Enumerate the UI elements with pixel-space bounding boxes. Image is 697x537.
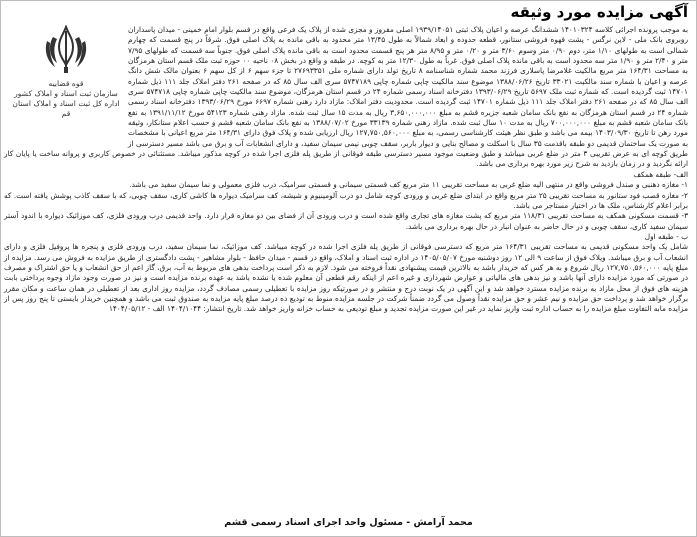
- org-line-2: سازمان ثبت اسناد و املاک کشور: [14, 89, 118, 98]
- paragraph-terms: شامل یک واحد مسکونی قدیمی به مساحت تقریبی ۱۶۴/۳۱ متر مربع که دسترسی فوقانی از طریق پله فلزی اجرا شده در کوچه میباشد. کف موزائیک، نما سیمان سفید، درب ورودی فلزی و پنجره ها پروفیل فلزی و دارای انشعاب آب و برق میباشد. ویلاک فوق از ساعت ۹ الی ۱۲ روز دوشنبه مورخ ۱۴۰۵/۰۵/۰۷ در اداره ثبت اسناد و املاک، واقع در قسم - میدان حافظ - بلوار مشاهیر - پشت دادگستری از طریق مزایده به فروش می رسد. مزایده از مبلغ پایه ۱۲۷,۷۵۰,۵۶۰,۰۰۰ ریال شروع و به هر کس که خریدار باشد به بالاترین قیمت پیشنهادی نقداً فروخته می شود. لازم به ذکر است پرداخت بدهی های مربوط به آب، برق، گاز اعم از حق انشعاب و یا حق اشتراک و مصرف در صورتی که مورد مزایده دارای آنها باشد و نیز بدهی های مالیاتی و عوارض شهرداری و غیره اعم از اینکه رقم قطعی آن معلوم شده یا نشده باشد به عهده برنده مزایده است و نیز در صورت وجود مازاد وجوه پرداختی بابت هزینه های فوق از محل مازاد به برنده مزایده مسترد خواهد شد و این آگهی در یک نوبت درج و منتشر و در صورتیکه روز مزایده با تعطیلی رسمی مصادف گردد، مزایده روز اداری بعد از تعطیلی در همان ساعت و مکان مقرر برگزار خواهد شد و پرداخت حق مزایده و نیم عشر و حق مزایده نقداً وصول می گردد ضمناً شرکت در جلسه مزایده منوط به تودیع ده درصد مبلغ پایه مزایده به صندوق ثبت می باشد و همچنین خریدار بایستی تا پنج روز پس از مزایده مابه التفاوت مبلغ مزایده را به حساب اداره ثبت واریز نماید در غیر این صورت مزایده تجدید و مبلغ تودیعی به حساب خزانه واریز خواهد شد. تاریخ انتشار: ۱۴۰۴/۱۰۴۴ الف - ۱۴۰۴/۰۵/۱۲: [4, 242, 688, 314]
- item-shop-1: ۱- مغازه دهنبی و صندل فروشی واقع در منتهی الیه ضلع غربی به مساحت تقریبی ۱۱ متر مربع کف قسمتی سیمانی و قسمتی سرامیک، درب فلزی معمولی و نما سیمان سفید می باشد.: [129, 180, 688, 190]
- notice-title: آگهی مزایده مورد وثیقه: [510, 3, 688, 21]
- emblem-spacer: [4, 25, 128, 147]
- item-shop-2: ۲- مغازه قصب فود ستانور به مساحت تقریبی ۲۵ متر مربع واقع در ابتدای ضلع غربی و ورودی کوچه شامل دو درب آلومینیوم و شیشه، کف سرامیک دیواره ها کاشی کاری، سقف چوبی، که با سقف کاذب پوشش یافته است. که برابر اعلام کارشناس، ملک ها در اختیار مستاجر می باشد.: [4, 190, 688, 210]
- section-ground-floor: الف- طبقه همکف: [633, 169, 688, 179]
- signature: محمد آرامش - مسئول واحد اجرای اسناد رسمی قشم: [224, 517, 473, 528]
- org-line-1: قوه قضاییه: [48, 79, 84, 88]
- org-line-3: اداره کل ثبت اسناد و املاک استان قم: [12, 99, 120, 118]
- item-residential: ۳- قسمت مسکونی همکف به مساحت تقریبی ۱۱۸/۳۱ متر مربع که پشت مغازه های تجاری واقع شده است و درب ورودی آن از فضای بین دو مغازه قرار دارد. واحد قدیمی درب ورودی فلزی، کف موزائیک دیواره با اندود آستر سیمان سفید کاری، سقف چوبی و در حال حاضر به عنوان انبار در حال بهره برداری می باشد.: [4, 211, 689, 231]
- section-first-floor: ب - طبقه اول: [644, 231, 688, 241]
- paragraph-main: به موجب پرونده اجرائی کلاسه ۱۴۰۱۰۳۲۴ ششدانگ عرصه و اعیان پلاک ثبتی ۱۹۳۹/۱۴۰۵۱ اصلی مفروز و مجزی شده از پلاک یک فرعی واقع در قسم بلوار امام خمینی - میدان پاسداران روبروی بانک ملی - لاین نرگس - پشت قهوه فروشی ستانور، قطعه حدوده و ابعاد شمالاً به طول ۱۳/۴۵ متر محدود به باقی مانده به پلاک اصلی فوق. شرقاً در پنج قسمت که چهارم شمالی است به طولهای ۱/۱۰ متر، دوم ۰/۹۰ متر وسوم ۳/۶۰ متر و ۰/۲۰ متر و ۸/۹۵ متر هر پنج قسمت محدود است به باقی مانده پلاک اصلی فوق. جنوباً سه قسمت که طولهای ۷/۹۵ متر و ۲/۴۰ متر و ۱/۹۰ متر سه محدود است به باقی مانده پلاک اصلی فوق. غرباً به طول ۱۲/۳۰ متر به کوچه. در طبقه و واقع در بخش ۰۸ ناحیه ۰۰ حوزه ثبت ملک قسم استان هرمزگان به مساحت ۱۶۴/۳۱ متر مربع مالکیت غلامرضا پاسلاری فرزند محمد شماره شناسنامه ۸ تاریخ تولد دارای شماره ملی ۲۷۶۹۳۳۵۱ تا جزء سهم ۶ از کل سهم ۶ بعنوان مالک شش دانگ عرصه و اعیان با شماره سند مالکیت ۳۳۰۲۱ تاریخ ۱۳۸۸/۰۶/۲۶ موضوع سند مالکیت چاپی شماره چاپی ۵۷۴۷۱۸۹ سری الف سال ۸۵ که در صفحه ۲۶۱ دفتر املاک جلد ۱۱۱ ذیل شماره ۱۴۷۰۱ ثبت گردیده است. که شماره ثبت ملک ۵۶۹۷ تاریخ ۱۳۹۳/۰۶/۲۹ دفترخانه اسناد رسمی شماره ۲۴ در قسم استان هرمزگان، موضوع سند مالکیت چاپی شماره چاپی ۵۷۴۷۱۸ سری الف سال ۸۵ که در صفحه ۲۶۱ دفتر املاک جلد ۱۱۱ ذیل شماره ۱۴۷۰۱ ثبت گردیده است. محدودیت دفتر املاک: مازاد دارد رهنی شماره ۶۶۹۷ مورخ ۱۳۹۳/۰۶/۲۹ دفترخانه اسناد رسمی شماره ۲۴ در قسم استان هرمزگان به نفع بانک سامان شعبه جزیره قشم به مبلغ ۳,۶۵۰,۰۰۰,۰۰۰ ریال به مدت ۱۵ سال ثبت شده. مازاد رهنی شماره ۵۴۱۲۳ مورخ ۱۳۹۱/۱۱/۱۲ به نفع بانک سامان شعبه قشم به مبلغ ۷۰۰,۰۰۰,۰۰۰ ریال به مدت ۱۰ سال ثبت شده. مازاد رهنی شماره ۳۳۱۳۹ مورخ ۱۳۸۸/۰۷/۰۲ به نفع بانک سامان شعبه قشم و حسب اعلام ستانکار، وثیقه مورد رهن تا تاریخ ۱۴۰۳/۰۹/۳۰ بیمه می باشد و طبق نظر هیئت کارشناسی رسمی، به مبلغ ۱۲۷,۷۵۰,۵۶۰,۰۰۰ ریال ارزیابی شده و پلاک فوق دارای ۱۶۴/۳۱ متر مربع اعیانی با مشخصات به صورت یک ساختمان قدیمی دو طبقه باقدمت ۳۵ سال با اسکلت و مصالح بنایی و دیوار باربر، سقف چوبی نیمی سیمان سفید، و دارای انشعابات آب و برق می باشد مسیر دسترسی از طریق کوچه ای به عرض تقریبی ۳ متر در ضلع غربی میباشد و طبق وضعیت موجود مسیر دسترسی طبقه فوقانی از طریق پله فلزی اجرا شده در کوچه مذکور میباشد. مستثنائی در خصوص کاربری و پروانه ساخت یا پایان کار ارائه نگردید و در زمان بازدید به شرح زیر مورد بهره برداری می باشد.: [4, 25, 689, 169]
- notice-body: [4, 25, 688, 315]
